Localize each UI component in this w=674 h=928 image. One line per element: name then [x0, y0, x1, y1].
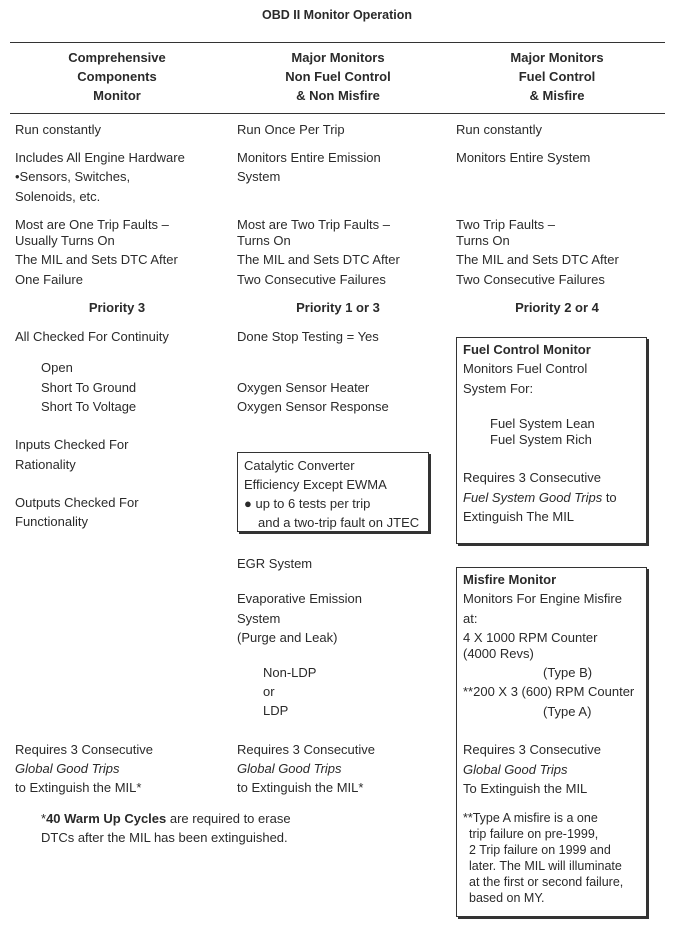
col3-faults: The MIL and Sets DTC After	[456, 252, 619, 267]
col2-non-ldp: Non-LDP	[263, 665, 317, 680]
misfire-line: 4 X 1000 RPM Counter	[463, 630, 598, 645]
fuel-line: System For:	[463, 381, 534, 396]
top-rule	[10, 42, 665, 43]
catalyst-box	[237, 452, 429, 532]
misfire-req: Requires 3 Consecutive	[463, 742, 602, 757]
note-rest: are required to erase	[166, 811, 291, 826]
col1-requires: Requires 3 Consecutive	[15, 742, 154, 757]
col1-heading-line: Monitor	[93, 88, 141, 103]
note-asterisk: *	[41, 811, 47, 826]
col3-monitors: Monitors Entire System	[456, 150, 591, 165]
misfire-type-a: (Type A)	[543, 704, 592, 719]
col2-faults: The MIL and Sets DTC After	[237, 252, 400, 267]
col2-requires: Requires 3 Consecutive	[237, 742, 376, 757]
col2-heading-line: Major Monitors	[291, 50, 385, 65]
col1-includes-items: Solenoids, etc.	[15, 189, 101, 204]
misfire-line: at:	[463, 611, 478, 626]
col1-note	[41, 809, 291, 828]
col3-faults: Turns On	[456, 233, 510, 248]
col1-includes: Includes All Engine Hardware	[15, 150, 185, 165]
page-title: OBD II Monitor Operation	[262, 8, 412, 22]
col3-heading-line: Major Monitors	[510, 50, 604, 65]
col1-requires: to Extinguish the MIL*	[15, 780, 142, 795]
col2-heading-line: Non Fuel Control	[285, 69, 391, 84]
col2-or: or	[263, 684, 275, 699]
col2-monitors: System	[237, 169, 281, 184]
misfire-type-b: (Type B)	[543, 665, 593, 680]
col3-global-good-trips: Global Good Trips	[463, 762, 568, 777]
col1-short-voltage: Short To Voltage	[41, 399, 137, 414]
col3-faults: Two Consecutive Failures	[456, 272, 605, 287]
note-bold: 40 Warm Up Cycles	[46, 811, 167, 826]
fuel-req-to: to	[602, 490, 617, 505]
cat-line: Catalytic Converter	[244, 458, 355, 473]
fuel-req: Requires 3 Consecutive	[463, 470, 602, 485]
col2-o2-heater: Oxygen Sensor Heater	[237, 380, 370, 395]
fuel-lean: Fuel System Lean	[490, 416, 595, 431]
col1-faults: One Failure	[15, 272, 83, 287]
fuel-good-trips: Fuel System Good Trips	[463, 490, 603, 505]
cat-line: ● up to 6 tests per trip	[244, 496, 371, 511]
col2-requires	[237, 759, 342, 778]
col1-open: Open	[41, 360, 73, 375]
col3-run: Run constantly	[456, 122, 542, 137]
col2-run: Run Once Per Trip	[237, 122, 345, 137]
col1-faults: The MIL and Sets DTC After	[15, 252, 178, 267]
misfire-line: **200 X 3 (600) RPM Counter	[463, 684, 635, 699]
misfire-note: **Type A misfire is a one	[463, 811, 598, 825]
col2-global-good-trips: Global Good Trips	[237, 761, 342, 776]
misfire-line: Monitors For Engine Misfire	[463, 591, 622, 606]
col3-faults: Two Trip Faults –	[456, 217, 555, 232]
col2-faults: Most are Two Trip Faults –	[237, 217, 390, 232]
col1-outputs: Outputs Checked For	[15, 495, 139, 510]
col2-monitors: Monitors Entire Emission	[237, 150, 381, 165]
col2-ldp: LDP	[263, 703, 289, 718]
col2-done: Done Stop Testing = Yes	[237, 329, 379, 344]
misfire-req: To Extinguish the MIL	[463, 781, 588, 796]
col1-run: Run constantly	[15, 122, 101, 137]
col1-heading	[7, 48, 227, 105]
col2-faults: Two Consecutive Failures	[237, 272, 386, 287]
fuel-control-title: Fuel Control Monitor	[463, 342, 591, 357]
misfire-line: (4000 Revs)	[463, 646, 534, 661]
misfire-title: Misfire Monitor	[463, 572, 557, 587]
misfire-box	[456, 567, 647, 917]
col2-egr: EGR System	[237, 556, 313, 571]
col2-evap: (Purge and Leak)	[237, 630, 338, 645]
fuel-rich: Fuel System Rich	[490, 432, 592, 447]
col2-faults: Turns On	[237, 233, 291, 248]
header-rule	[10, 113, 665, 114]
misfire-note: at the first or second failure,	[469, 875, 624, 889]
col1-global-good-trips: Global Good Trips	[15, 761, 120, 776]
col1-outputs: Functionality	[15, 514, 88, 529]
col2-priority: Priority 1 or 3	[296, 300, 380, 315]
col3-priority: Priority 2 or 4	[515, 300, 599, 315]
col1-faults: Usually Turns On	[15, 233, 115, 248]
misfire-note: 2 Trip failure on 1999 and	[469, 843, 611, 857]
col1-short-ground: Short To Ground	[41, 380, 137, 395]
col2-evap: System	[237, 611, 281, 626]
cat-line: Efficiency Except EWMA	[244, 477, 387, 492]
misfire-req	[463, 760, 568, 779]
fuel-req: Extinguish The MIL	[463, 509, 575, 524]
col3-heading	[447, 48, 667, 105]
col2-evap: Evaporative Emission	[237, 591, 362, 606]
misfire-note: later. The MIL will illuminate	[469, 859, 622, 873]
col1-checked: All Checked For Continuity	[15, 329, 169, 344]
col3-heading-line: Fuel Control	[518, 69, 596, 84]
col1-heading-line: Comprehensive	[68, 50, 166, 65]
misfire-note: trip failure on pre-1999,	[469, 827, 599, 841]
col1-inputs: Inputs Checked For	[15, 437, 129, 452]
col1-faults: Most are One Trip Faults –	[15, 217, 169, 232]
fuel-control-box	[456, 337, 647, 544]
fuel-line: Monitors Fuel Control	[463, 361, 588, 376]
col1-priority: Priority 3	[88, 300, 146, 315]
col2-heading	[228, 48, 448, 105]
cat-line: and a two-trip fault on JTEC	[258, 515, 420, 530]
col2-o2-response: Oxygen Sensor Response	[237, 399, 389, 414]
col3-heading-line: & Misfire	[529, 88, 585, 103]
fuel-req	[463, 488, 617, 507]
col1-note: DTCs after the MIL has been extinguished.	[41, 830, 288, 845]
col1-inputs: Rationality	[15, 457, 76, 472]
col1-includes-items: •Sensors, Switches,	[15, 169, 131, 184]
col1-requires	[15, 759, 120, 778]
col2-requires: to Extinguish the MIL*	[237, 780, 364, 795]
misfire-note: based on MY.	[469, 891, 545, 905]
col2-heading-line: & Non Misfire	[296, 88, 380, 103]
col1-heading-line: Components	[77, 69, 157, 84]
